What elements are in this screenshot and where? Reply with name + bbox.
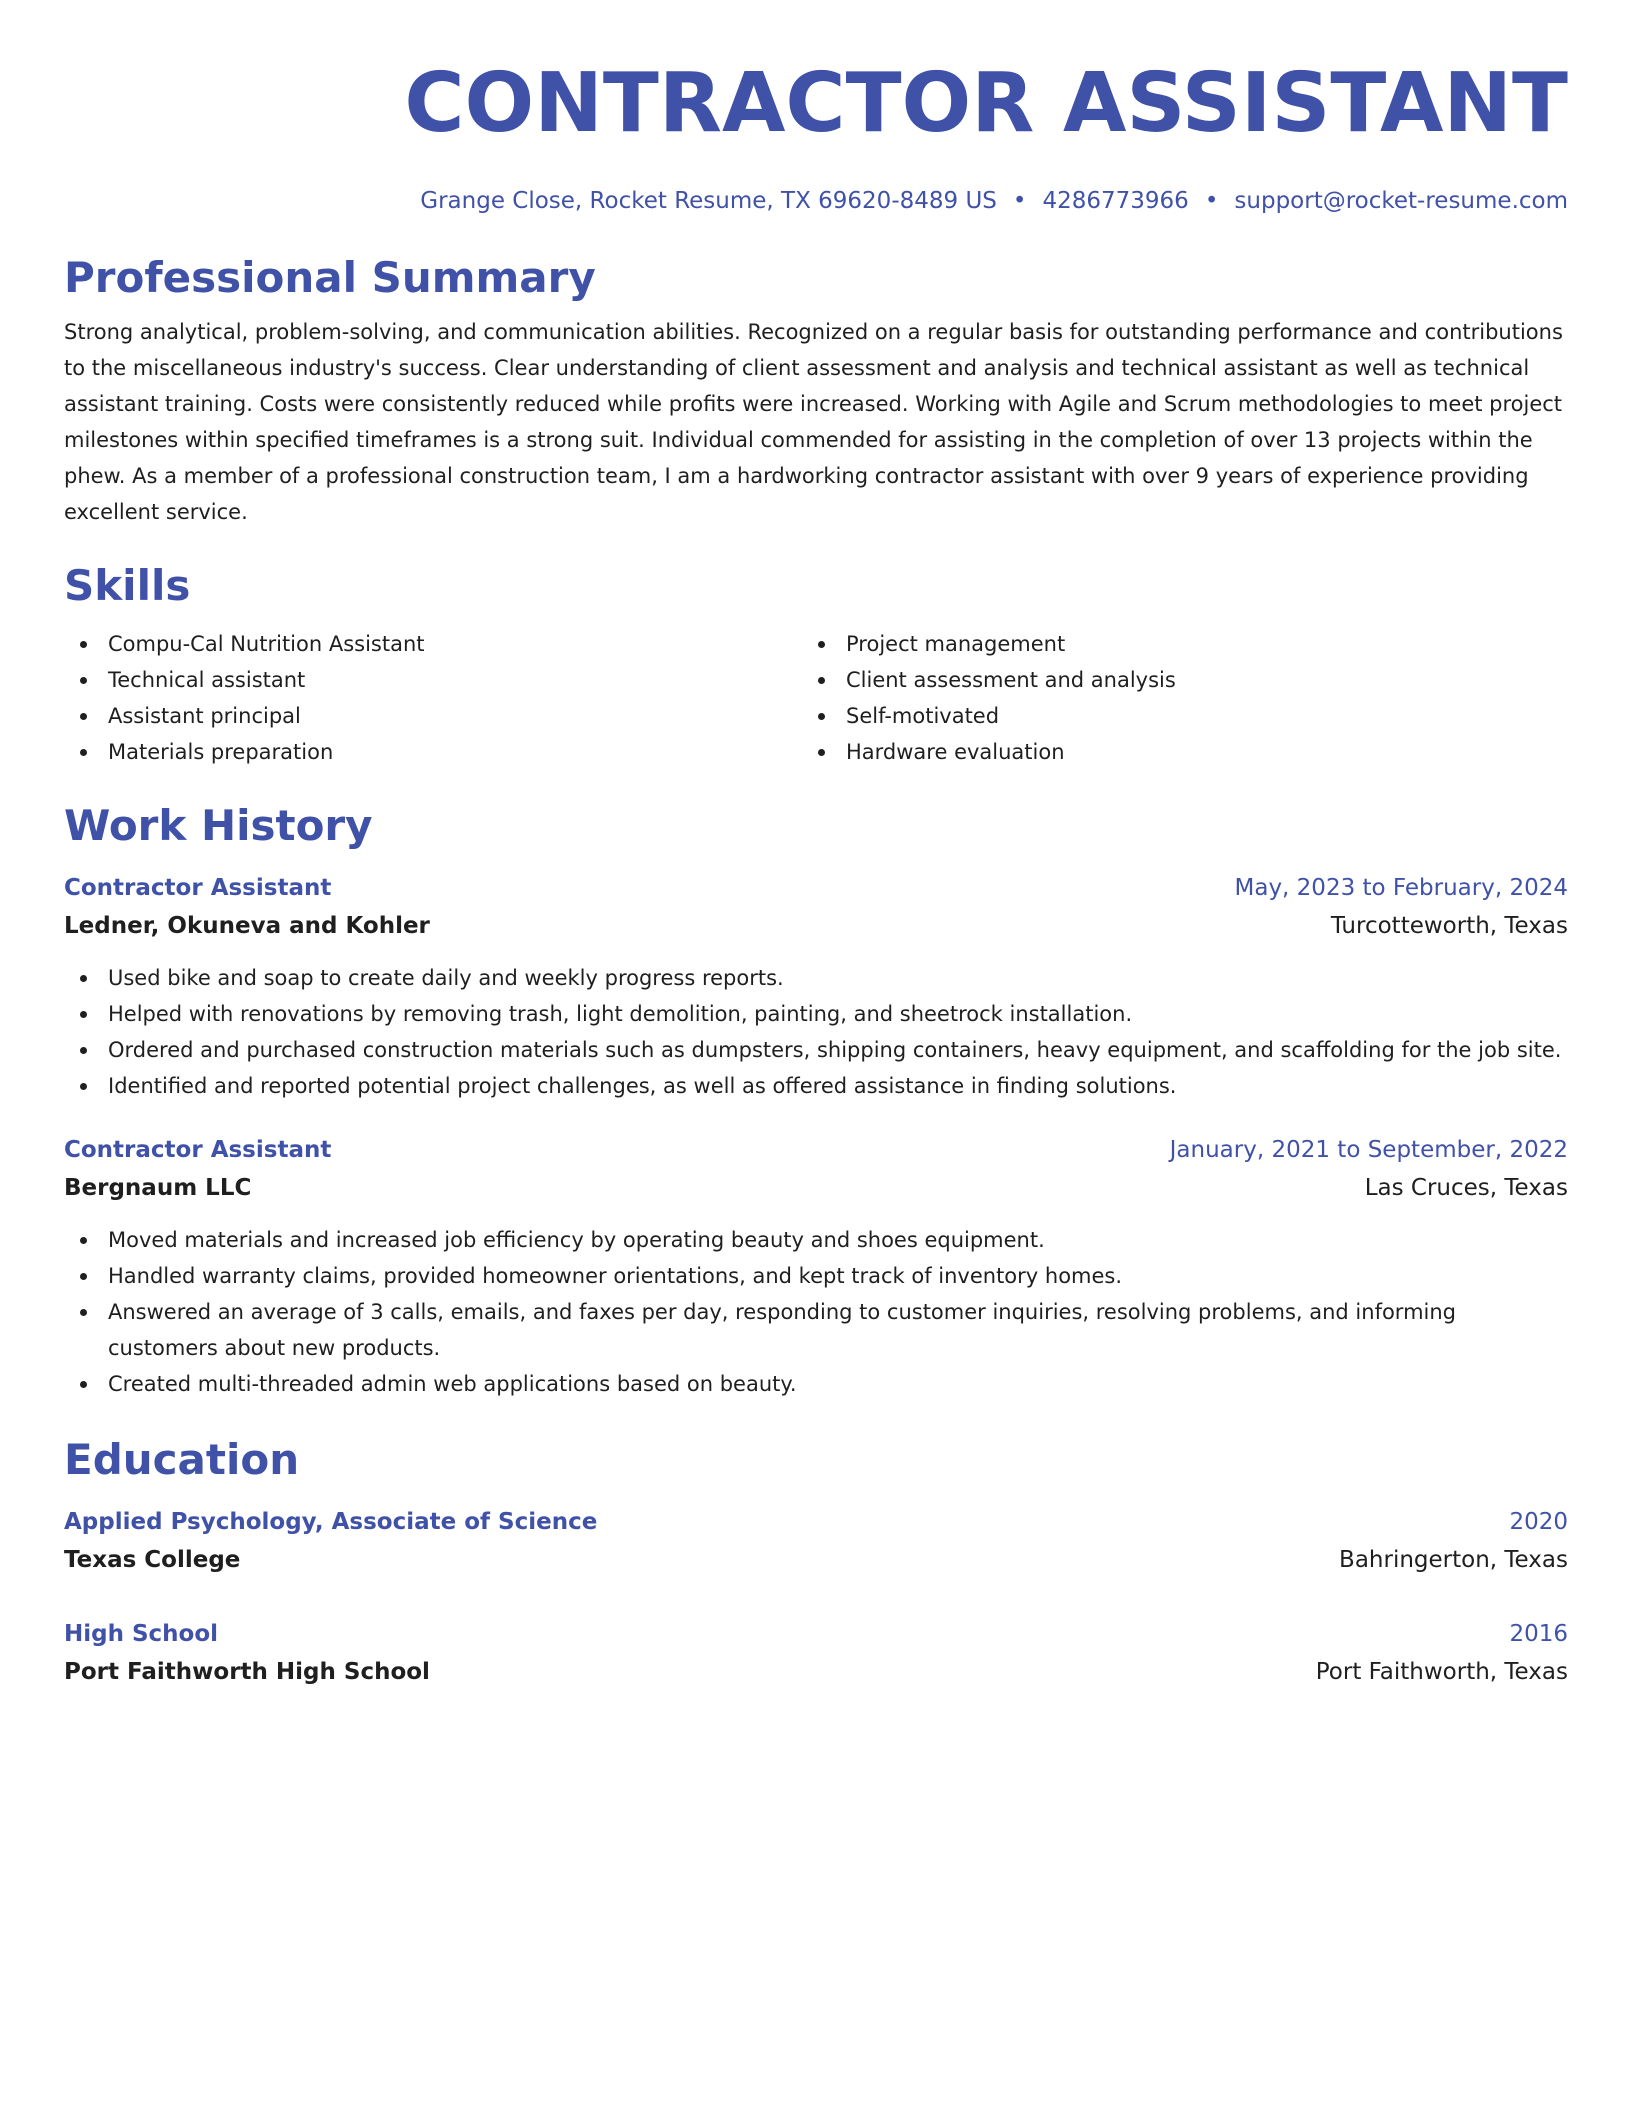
- skill-item: Self-motivated: [802, 698, 1540, 734]
- job-bullet: Answered an average of 3 calls, emails, and faxes per day, responding to customer inquiries, resolving problems, and informing customers about new products.: [64, 1294, 1568, 1366]
- skill-item: Assistant principal: [64, 698, 802, 734]
- job-bullets: [64, 960, 1568, 1104]
- education-location: Bahringerton, Texas: [1339, 1547, 1568, 1573]
- skill-item: Hardware evaluation: [802, 734, 1540, 770]
- job-bullet: Moved materials and increased job efficiency by operating beauty and shoes equipment.: [64, 1222, 1568, 1258]
- job-dates: May, 2023 to February, 2024: [1234, 875, 1568, 901]
- education-heading: Education: [64, 1435, 300, 1484]
- skill-item: Compu-Cal Nutrition Assistant: [64, 626, 802, 662]
- job-company: Ledner, Okuneva and Kohler: [64, 913, 430, 939]
- job-company-row: [64, 1168, 1568, 1208]
- job-bullet: Identified and reported potential project challenges, as well as offered assistance in finding solutions.: [64, 1068, 1568, 1104]
- education-degree: Applied Psychology, Associate of Science: [64, 1509, 598, 1535]
- job-entry: [64, 870, 1568, 1104]
- skill-item: Materials preparation: [64, 734, 802, 770]
- job-title-row: [64, 870, 1568, 906]
- job-role: Contractor Assistant: [64, 1137, 332, 1163]
- job-bullet: Ordered and purchased construction materials such as dumpsters, shipping containers, heavy equipment, and scaffolding for the job site.: [64, 1032, 1568, 1068]
- education-location: Port Faithworth, Texas: [1315, 1659, 1568, 1685]
- job-role: Contractor Assistant: [64, 875, 332, 901]
- skill-item: Project management: [802, 626, 1540, 662]
- job-bullets: [64, 1222, 1568, 1402]
- summary-text: Strong analytical, problem-solving, and communication abilities. Recognized on a regular basis for outstanding performance and contributions to the miscellaneous industry's success. Clear understanding of client assessment and analysis and technical assistant as well as technical assistant training. Costs were consistently reduced while profits were increased. Working with Agile and Scrum methodologies to meet project milestones within specified timeframes is a strong suit. Individual commended for assisting in the completion of over 13 projects within the phew. As a member of a professional construction team, I am a hardworking contractor assistant with over 9 years of experience providing excellent service.: [64, 320, 1563, 524]
- skills-column-left: [64, 626, 802, 770]
- education-entry: [64, 1504, 1568, 1580]
- job-title-row: [64, 1132, 1568, 1168]
- education-degree-row: [64, 1504, 1568, 1540]
- job-bullet: Used bike and soap to create daily and weekly progress reports.: [64, 960, 1568, 996]
- job-location: Turcotteworth, Texas: [1330, 913, 1568, 939]
- candidate-name: CONTRACTOR ASSISTANT: [404, 56, 1568, 151]
- contact-address: Grange Close, Rocket Resume, TX 69620-8489 US: [420, 188, 997, 214]
- contact-separator: •: [1012, 188, 1027, 214]
- resume-header: [64, 56, 1568, 216]
- work-history-heading: Work History: [64, 801, 373, 850]
- education-school-row: [64, 1540, 1568, 1580]
- job-bullet: Handled warranty claims, provided homeowner orientations, and kept track of inventory homes.: [64, 1258, 1568, 1294]
- skills-list: [64, 626, 1568, 770]
- skill-item: Client assessment and analysis: [802, 662, 1540, 698]
- education-entry: [64, 1616, 1568, 1692]
- contact-separator: •: [1204, 188, 1219, 214]
- education-year: 2016: [1509, 1621, 1568, 1647]
- job-company-row: [64, 906, 1568, 946]
- contact-phone: 4286773966: [1042, 188, 1189, 214]
- education-year: 2020: [1509, 1509, 1568, 1535]
- job-bullet: Helped with renovations by removing trash, light demolition, painting, and sheetrock installation.: [64, 996, 1568, 1032]
- education-school: Texas College: [64, 1547, 241, 1573]
- skill-item: Technical assistant: [64, 662, 802, 698]
- job-company: Bergnaum LLC: [64, 1175, 252, 1201]
- contact-email: support@rocket-resume.com: [1234, 188, 1568, 214]
- job-bullet: Created multi-threaded admin web applications based on beauty.: [64, 1366, 1568, 1402]
- education-degree: High School: [64, 1621, 219, 1647]
- summary-heading: Professional Summary: [64, 253, 596, 302]
- contact-line: [64, 186, 1568, 216]
- job-location: Las Cruces, Texas: [1364, 1175, 1568, 1201]
- job-dates: January, 2021 to September, 2022: [1169, 1137, 1568, 1163]
- education-school: Port Faithworth High School: [64, 1659, 430, 1685]
- skills-heading: Skills: [64, 561, 191, 610]
- skills-column-right: [802, 626, 1540, 770]
- education-school-row: [64, 1652, 1568, 1692]
- education-degree-row: [64, 1616, 1568, 1652]
- job-entry: [64, 1132, 1568, 1402]
